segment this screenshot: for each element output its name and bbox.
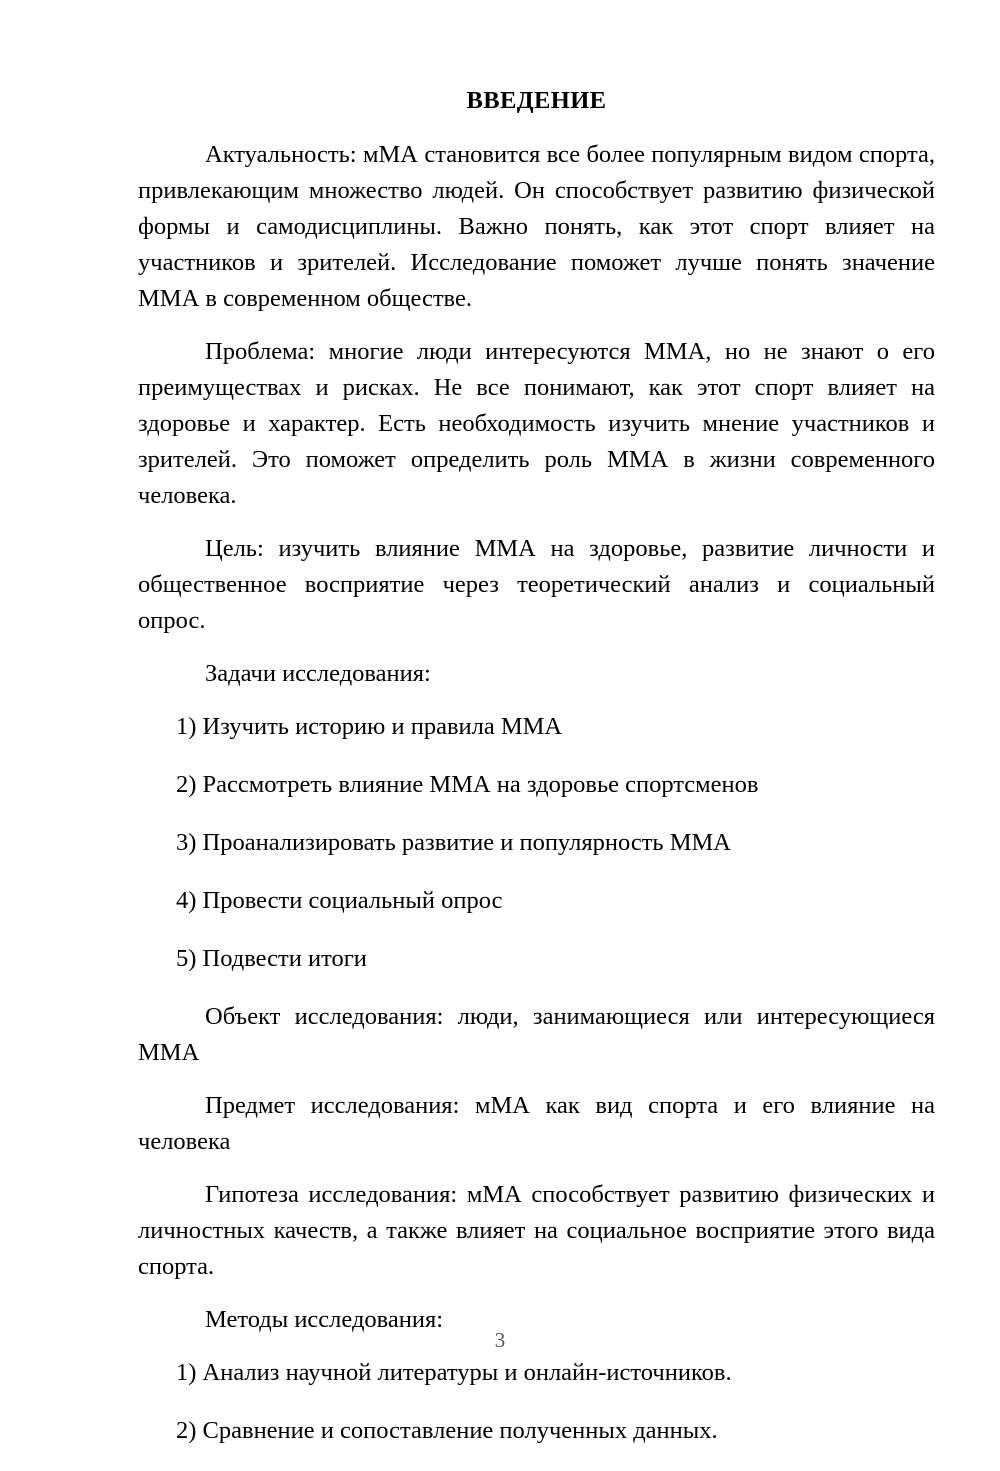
- paragraph-research-object: Объект исследования: люди, занимающиеся или интересующиеся ММА: [138, 1002, 935, 1066]
- heading-research-tasks: Задачи исследования:: [205, 659, 431, 687]
- list-item: 1) Анализ научной литературы и онлайн-источников.: [176, 1358, 732, 1386]
- page-title: ВВЕДЕНИЕ: [466, 87, 607, 114]
- list-item: 5) Подвести итоги: [176, 944, 367, 972]
- list-item: 1) Изучить историю и правила ММА: [176, 712, 563, 740]
- list-item: 4) Провести социальный опрос: [176, 886, 503, 914]
- document-body: [138, 86, 935, 1471]
- paragraph-hypothesis: Гипотеза исследования: мМА способствует развитию физических и личностных качеств, а также влияет на социальное восприятие этого вида спорта.: [138, 1180, 935, 1280]
- paragraph-goal: Цель: изучить влияние ММА на здоровье, развитие личности и общественное восприятие через теоретический анализ и социальный опрос.: [138, 534, 935, 634]
- page-number: 3: [494, 1328, 506, 1352]
- heading-research-methods: Методы исследования:: [205, 1305, 444, 1333]
- paragraph-relevance: Актуальность: мМА становится все более популярным видом спорта, привлекающим множество людей. Он способствует развитию физической формы и самодисциплины. Важно понять, как этот спорт влияет на участников и зрителей. Исследование поможет лучше понять значение ММА в современном обществе.: [138, 140, 935, 312]
- paragraph-problem: Проблема: многие люди интересуются ММА, но не знают о его преимуществах и рисках. Не все понимают, как этот спорт влияет на здоровье и характер. Есть необходимость изучить мнение участников и зрителей. Это поможет определить роль ММА в жизни современного человека.: [138, 337, 935, 509]
- list-item: 2) Сравнение и сопоставление полученных данных.: [176, 1416, 718, 1444]
- list-item: 3) Проанализировать развитие и популярность ММА: [176, 828, 731, 856]
- paragraph-research-subject: Предмет исследования: мМА как вид спорта и его влияние на человека: [138, 1091, 935, 1155]
- list-item: 2) Рассмотреть влияние ММА на здоровье спортсменов: [176, 770, 759, 798]
